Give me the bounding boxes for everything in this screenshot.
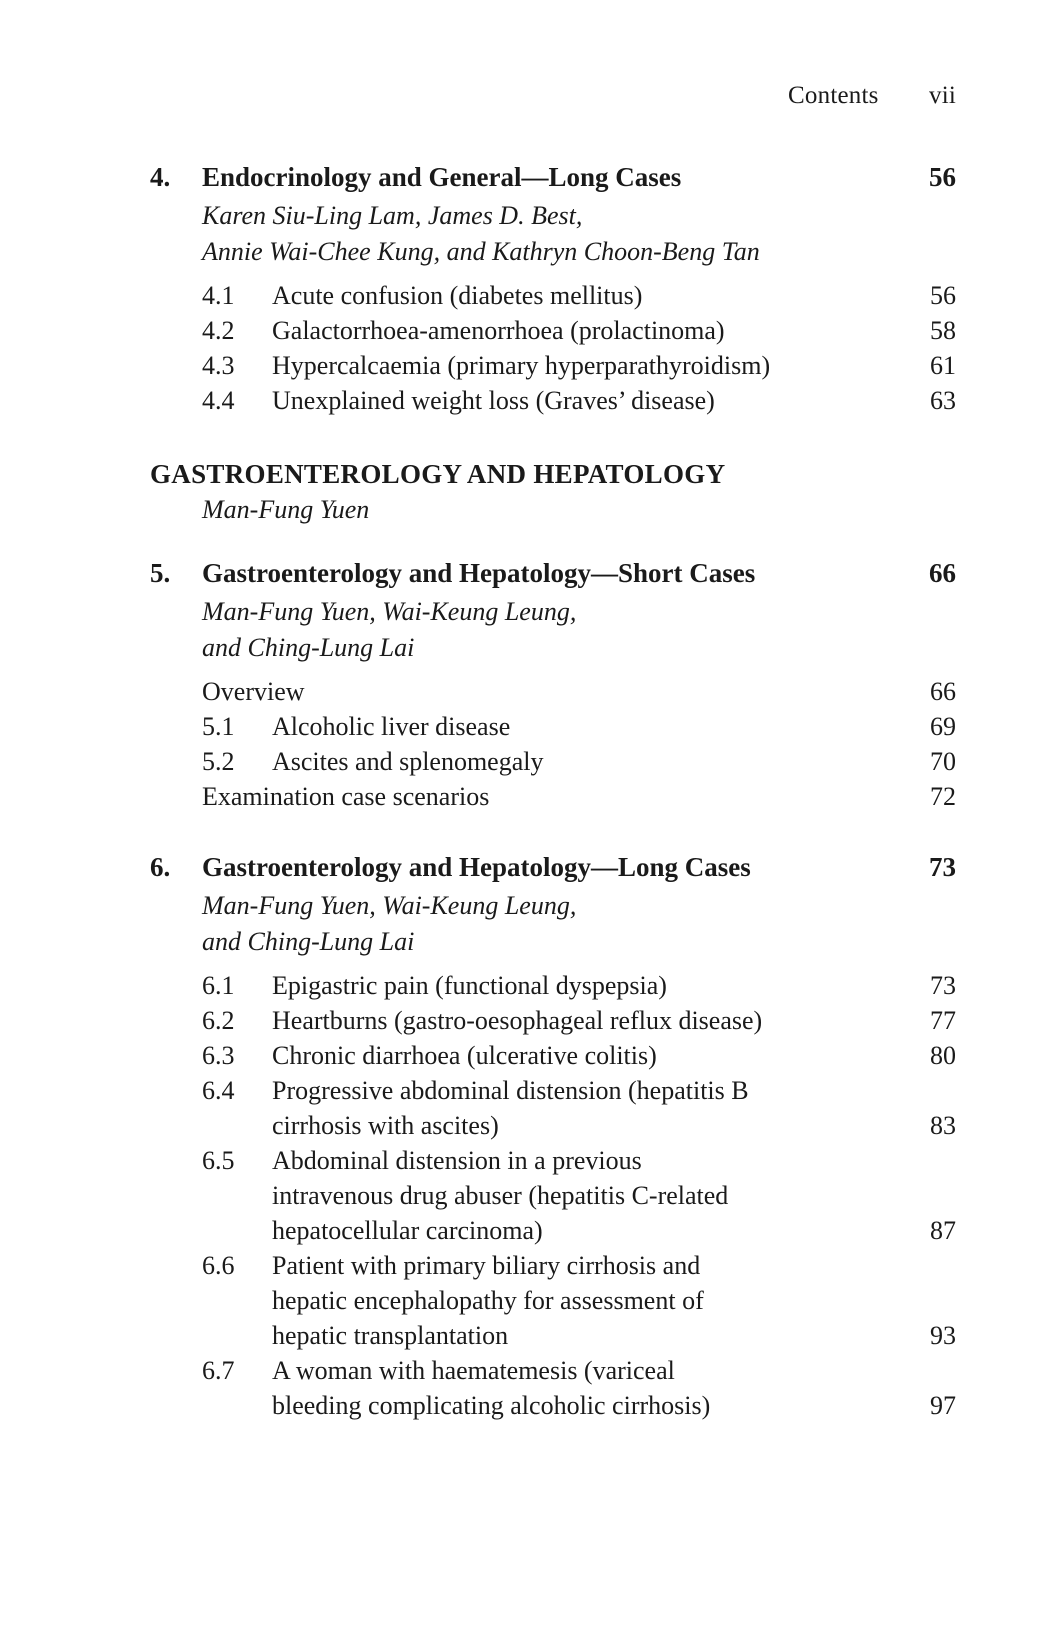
entry-title-line: Progressive abdominal distension (hepatitis B [272, 1076, 749, 1105]
entry-title: Galactorrhoea-amenorrhoea (prolactinoma) [272, 316, 725, 345]
chapter-title: Gastroenterology and Hepatology—Short Cases [202, 558, 756, 588]
entry-number: 5.1 [202, 712, 235, 741]
toc-entry [202, 348, 956, 383]
entry-page: 63 [930, 386, 956, 415]
chapter-title: Gastroenterology and Hepatology—Long Cases [202, 852, 751, 882]
entry-page: 56 [930, 281, 956, 310]
entry-number: 6.5 [202, 1146, 235, 1175]
chapter-authors [202, 198, 956, 270]
entry-title: Overview [202, 677, 305, 706]
author-line: and Ching-Lung Lai [202, 633, 415, 662]
toc-entry [202, 1073, 956, 1143]
entry-number: 6.2 [202, 1006, 235, 1035]
entry-page: 73 [930, 971, 956, 1000]
entry-list [150, 674, 956, 814]
chapter-number: 5. [150, 558, 171, 588]
entry-page: 83 [930, 1111, 956, 1140]
running-head-title: Contents [788, 82, 879, 109]
entry-page: 97 [930, 1391, 956, 1420]
entry-title: Hypercalcaemia (primary hyperparathyroidism) [272, 351, 771, 380]
chapter-6 [150, 852, 956, 1423]
entry-title-line: A woman with haematemesis (variceal [272, 1356, 675, 1385]
entry-page: 93 [930, 1321, 956, 1350]
entry-page: 61 [930, 351, 956, 380]
entry-number: 6.4 [202, 1076, 235, 1105]
toc-entry [202, 1038, 956, 1073]
chapter-page: 73 [929, 852, 956, 882]
part-author: Man-Fung Yuen [202, 495, 370, 524]
toc-entry [202, 1003, 956, 1038]
entry-title: Examination case scenarios [202, 782, 490, 811]
entry-page: 80 [930, 1041, 956, 1070]
table-of-contents [150, 162, 956, 1461]
part-title: GASTROENTEROLOGY AND HEPATOLOGY [150, 459, 726, 489]
entry-title-line: hepatocellular carcinoma) [272, 1216, 543, 1245]
entry-title-line: Patient with primary biliary cirrhosis and [272, 1251, 701, 1280]
chapter-authors [202, 594, 956, 666]
author-line: Man-Fung Yuen, Wai-Keung Leung, [202, 597, 577, 626]
entry-page: 72 [930, 782, 956, 811]
toc-entry [202, 313, 956, 348]
chapter-page: 66 [929, 558, 956, 588]
entry-title: Epigastric pain (functional dyspepsia) [272, 971, 667, 1000]
toc-entry [202, 779, 956, 814]
entry-title-line: bleeding complicating alcoholic cirrhosis) [272, 1391, 711, 1420]
author-line: Annie Wai-Chee Kung, and Kathryn Choon-Beng Tan [202, 237, 760, 266]
chapter-4 [150, 162, 956, 418]
entry-page: 77 [930, 1006, 956, 1035]
entry-number: 6.6 [202, 1251, 235, 1280]
chapter-number: 6. [150, 852, 171, 882]
entry-number: 5.2 [202, 747, 235, 776]
entry-number: 6.3 [202, 1041, 235, 1070]
entry-title: Alcoholic liver disease [272, 712, 511, 741]
entry-title: Heartburns (gastro-oesophageal reflux disease) [272, 1006, 763, 1035]
page-number: vii [929, 82, 956, 109]
toc-entry [202, 674, 956, 709]
part-heading [150, 456, 956, 528]
entry-number: 4.1 [202, 281, 235, 310]
entry-number: 4.4 [202, 386, 235, 415]
toc-entry [202, 709, 956, 744]
entry-page: 70 [930, 747, 956, 776]
entry-title-line: hepatic encephalopathy for assessment of [272, 1286, 704, 1315]
entry-title-line: intravenous drug abuser (hepatitis C-related [272, 1181, 729, 1210]
entry-title-line: Abdominal distension in a previous [272, 1146, 642, 1175]
toc-entry [202, 1143, 956, 1248]
author-line: and Ching-Lung Lai [202, 927, 415, 956]
toc-entry [202, 1248, 956, 1353]
entry-number: 6.1 [202, 971, 235, 1000]
toc-entry [202, 968, 956, 1003]
running-head [788, 82, 956, 110]
chapter-title: Endocrinology and General—Long Cases [202, 162, 682, 192]
chapter-number: 4. [150, 162, 171, 192]
entry-page: 69 [930, 712, 956, 741]
entry-list [150, 968, 956, 1423]
author-line: Karen Siu-Ling Lam, James D. Best, [202, 201, 583, 230]
author-line: Man-Fung Yuen, Wai-Keung Leung, [202, 891, 577, 920]
entry-number: 6.7 [202, 1356, 235, 1385]
entry-title: Acute confusion (diabetes mellitus) [272, 281, 643, 310]
chapter-page: 56 [929, 162, 956, 192]
entry-list [150, 278, 956, 418]
chapter-authors [202, 888, 956, 960]
chapter-5 [150, 558, 956, 814]
entry-title: Chronic diarrhoea (ulcerative colitis) [272, 1041, 657, 1070]
toc-entry [202, 744, 956, 779]
toc-entry [202, 1353, 956, 1423]
entry-number: 4.3 [202, 351, 235, 380]
toc-entry [202, 278, 956, 313]
toc-entry [202, 383, 956, 418]
entry-page: 58 [930, 316, 956, 345]
entry-title-line: cirrhosis with ascites) [272, 1111, 499, 1140]
entry-title: Ascites and splenomegaly [272, 747, 544, 776]
entry-page: 87 [930, 1216, 956, 1245]
entry-title-line: hepatic transplantation [272, 1321, 509, 1350]
entry-number: 4.2 [202, 316, 235, 345]
entry-page: 66 [930, 677, 956, 706]
entry-title: Unexplained weight loss (Graves’ disease) [272, 386, 715, 415]
